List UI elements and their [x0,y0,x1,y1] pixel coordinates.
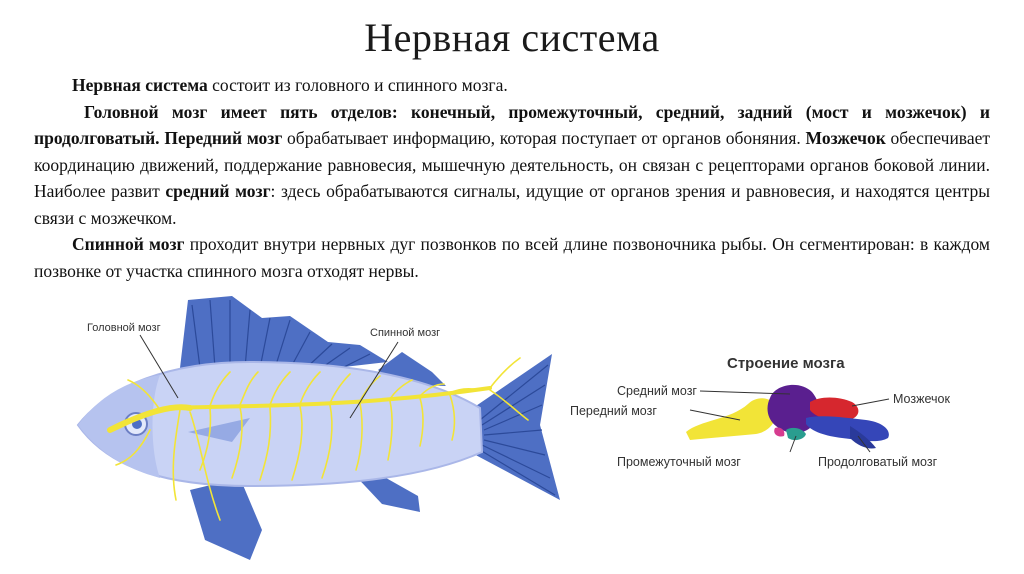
label-cerebellum: Мозжечок [893,392,950,406]
paragraph-text: обеспечивает координацию движений, поддержание равновесия, мышечную деятельность, он связан с рецепторами органов боковой линии. Наиболее развит [34,128,991,201]
label-brain: Головной мозг [87,322,161,334]
label-spinal: Спинной мозг [370,327,441,339]
paragraph-text: : здесь обрабатываются сигналы, идущие от органов зрения и равновесия, и находятся центры связи с мозжечком. [34,181,990,228]
paragraph-text: проходит внутри нервных дуг позвонков по всей длине позвоночника рыбы. Он сегментирован: в каждом позвонке от участка спинного мозга отходят нервы. [34,234,990,281]
bold-term: Передний мозг [164,128,283,148]
label-midbrain: Средний мозг [617,384,697,398]
bold-term: Головной мозг имеет пять отделов: конечный, промежуточный, средний, задний (мост и мозжечок) и продолговатый. [34,101,990,148]
bold-term: Нервная система [72,75,208,95]
medulla-shape [806,416,889,441]
page-title: Нервная система [364,15,660,60]
brain-figure-title: Строение мозга [727,355,845,372]
label-forebrain: Передний мозг [570,404,657,418]
label-diencephalon: Промежуточный мозг [617,455,741,469]
bold-term: Спинной мозг [72,234,185,254]
label-medulla: Продолговатый мозг [818,455,938,469]
bold-term: средний мозг [165,181,271,201]
paragraph-text: состоит из головного и спинного мозга. [207,75,508,95]
forebrain-shape [686,398,777,440]
paragraph-text: обрабатывает информацию, которая поступает от органов обоняния. [282,128,806,148]
bold-term: Мозжечок [805,128,886,148]
